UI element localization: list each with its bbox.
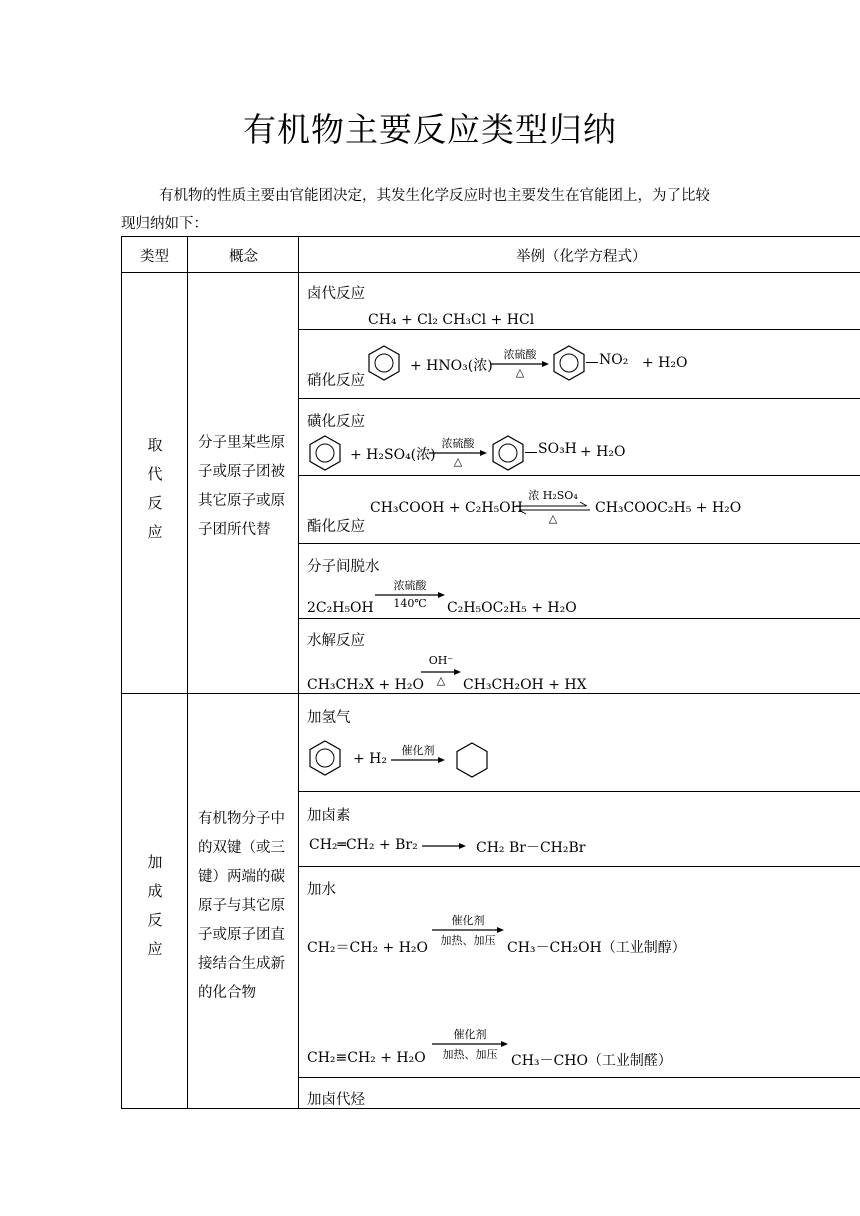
intro-line-2: 现归纳如下： (121, 216, 208, 232)
halogen-addition-arrow (422, 844, 466, 848)
row-label-dehydration: 分子间脱水 (307, 559, 380, 575)
row-label-halogenation: 卤代反应 (307, 286, 365, 302)
header-type: 类型 (140, 249, 169, 265)
row-label-sulfonation: 磺化反应 (307, 414, 365, 430)
equation-halogenation: CH₄ + Cl₂ CH₃Cl + HCl (368, 312, 535, 328)
dehydration-rhs: C₂H₅OC₂H₅ + H₂O (447, 600, 577, 616)
col-divider (187, 236, 188, 1109)
page-title: 有机物主要反应类型归纳 (243, 110, 617, 149)
row-label-halogen-addition: 加卤素 (307, 808, 351, 824)
hydrogenation-reagent: + H₂ (353, 751, 388, 767)
hydration-eq1-arrow: 催化剂 加热、加压 (432, 928, 504, 932)
row-divider (298, 1077, 860, 1078)
row-label-hydrogenation: 加氢气 (307, 710, 351, 726)
nitration-arrow: 浓硫酸 △ (491, 362, 549, 366)
type-substitution: 取 代 反 应 (147, 436, 163, 541)
concept-substitution: 分子里某些原 子或原子团被 其它原子或原 子团所代替 (198, 435, 285, 538)
table-border (121, 236, 122, 1109)
sulfonation-reagent: + H₂SO₄(浓) (350, 447, 436, 463)
row-label-hydration: 加水 (307, 882, 336, 898)
hydration-eq1-rhs: CH₃－CH₂OH（工业制醇） (507, 940, 686, 956)
table-border (121, 272, 860, 273)
hydrolysis-rhs: CH₃CH₂OH + HX (463, 677, 587, 693)
row-label-nitration: 硝化反应 (307, 373, 365, 389)
table-border (121, 236, 860, 237)
table-border (121, 1108, 860, 1109)
hydration-eq2-arrow: 催化剂 加热、加压 (432, 1042, 508, 1046)
benzene-ring-icon (308, 434, 342, 472)
header-concept: 概念 (229, 249, 258, 265)
row-divider (298, 329, 860, 330)
halogen-addition-lhs: CH₂═CH₂ + Br₂ (309, 837, 418, 853)
nitration-product-group: NO₂ (599, 352, 629, 368)
dehydration-arrow: 浓硫酸 140℃ (375, 593, 445, 597)
hydration-eq2-rhs: CH₃－CHO（工业制醛） (511, 1053, 672, 1069)
row-divider (298, 398, 860, 399)
concept-addition: 有机物分子中 的双键（或三 键）两端的碳 原子与其它原 子或原子团直 接结合生成新 的化合物 (198, 811, 285, 1001)
intro-paragraph (121, 182, 860, 238)
bond-line (525, 452, 537, 453)
nitration-tail: + H₂O (642, 355, 688, 371)
header-example: 举例（化学方程式） (516, 249, 647, 265)
esterification-lhs: CH₃COOH + C₂H₅OH (370, 500, 523, 516)
row-divider (298, 475, 860, 476)
hydration-eq2-lhs: CH₂≡CH₂ + H₂O (307, 1050, 426, 1066)
sulfonation-tail: + H₂O (580, 444, 626, 460)
bond-line (586, 362, 598, 363)
nitration-reagent: + HNO₃(浓) (410, 358, 493, 374)
dehydration-lhs: 2C₂H₅OH (307, 600, 374, 616)
esterification-rhs: CH₃COOC₂H₅ + H₂O (595, 500, 742, 516)
hydrolysis-arrow: OH⁻ △ (421, 670, 461, 674)
table-border (121, 693, 860, 694)
hydration-eq1-lhs: CH₂＝CH₂ + H₂O (307, 940, 428, 956)
sulfonation-arrow: 浓硫酸 △ (429, 451, 487, 455)
cyclohexane-ring-icon (455, 741, 489, 779)
intro-line-1: 有机物的性质主要由官能团决定，其发生化学反应时也主要发生在官能团上，为了比较 (159, 188, 710, 204)
benzene-ring-icon (367, 344, 401, 382)
benzene-ring-icon (491, 434, 525, 472)
benzene-ring-icon (552, 344, 586, 382)
halogen-addition-rhs: CH₂ Br－CH₂Br (476, 840, 586, 856)
hydrolysis-lhs: CH₃CH₂X + H₂O (307, 677, 424, 693)
esterification-reversible-arrow: 浓 H₂SO₄ △ (516, 504, 590, 512)
row-label-hydrolysis: 水解反应 (307, 633, 365, 649)
row-label-hydrohalogenation: 加卤代烃 (307, 1092, 365, 1108)
type-addition: 加 成 反 应 (147, 853, 163, 958)
row-divider (298, 866, 860, 867)
row-divider (298, 543, 860, 544)
sulfonation-product-group: SO₃H (538, 441, 577, 457)
row-divider (298, 791, 860, 792)
row-label-esterification: 酯化反应 (307, 519, 365, 535)
benzene-ring-icon (308, 739, 342, 777)
row-divider (298, 618, 860, 619)
hydrogenation-arrow: 催化剂 (391, 758, 445, 762)
